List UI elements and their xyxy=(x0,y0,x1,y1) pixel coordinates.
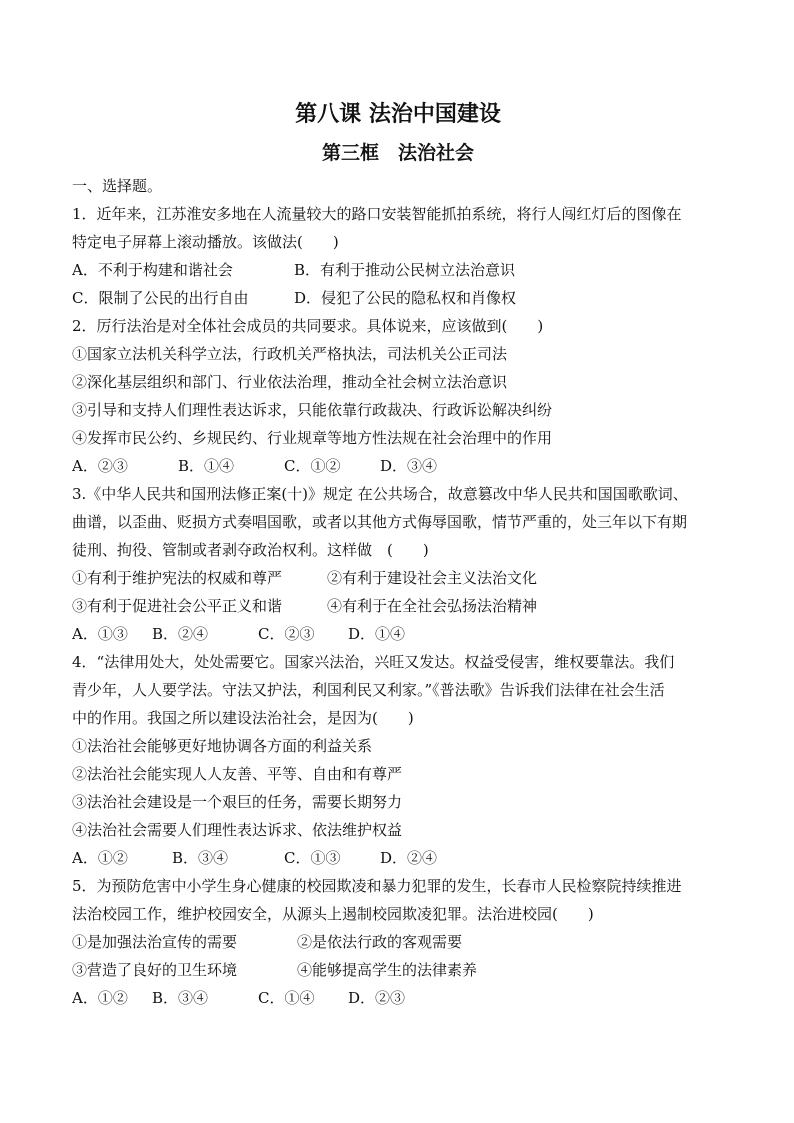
question-3 xyxy=(72,480,724,648)
answer-option[interactable]: A．不利于构建和谐社会 xyxy=(72,261,233,279)
answer-option[interactable]: A．①② xyxy=(72,849,128,867)
answer-option[interactable]: B．①④ xyxy=(178,457,235,475)
option-row xyxy=(72,844,724,872)
question-stem-line: 法治校园工作，维护校园安全，从源头上遏制校园欺凌犯罪。法治进校园( ) xyxy=(72,905,594,923)
option-row xyxy=(72,256,724,284)
answer-option[interactable]: D．①④ xyxy=(348,625,406,643)
statement-item: ①国家立法机关科学立法，行政机关严格执法，司法机关公正司法 xyxy=(72,345,508,363)
section-heading: 一、选择题。 xyxy=(72,177,163,195)
answer-option[interactable]: C．限制了公民的出行自由 xyxy=(72,289,249,307)
question-2 xyxy=(72,312,724,480)
statement-item: ③法治社会建设是一个艰巨的任务，需要长期努力 xyxy=(72,793,403,811)
question-stem-line: 徒刑、拘役、管制或者剥夺政治权利。这样做 ( ) xyxy=(72,541,429,559)
page-subtitle: 第三框 法治社会 xyxy=(321,142,474,164)
question-stem-line: 5．为预防危害中小学生身心健康的校园欺凌和暴力犯罪的发生，长春市人民检察院持续推进 xyxy=(72,877,682,895)
statement-item: ③引导和支持人们理性表达诉求，只能依靠行政裁决、行政诉讼解决纠纷 xyxy=(72,401,553,419)
statement-item: ③有利于促进社会公平正义和谐 ④有利于在全社会弘扬法治精神 xyxy=(72,597,538,615)
statement-item: ③营造了良好的卫生环境 ④能够提高学生的法律素养 xyxy=(72,961,478,979)
document-page xyxy=(72,96,724,1012)
question-stem-line: 3.《中华人民共和国刑法修正案(十)》规定 在公共场合，故意篡改中华人民共和国国歌歌词、 xyxy=(72,485,688,503)
option-row xyxy=(72,984,724,1012)
question-list xyxy=(72,200,724,1012)
option-row xyxy=(72,620,724,648)
answer-option[interactable]: C．①③ xyxy=(284,849,341,867)
answer-option[interactable]: D．②④ xyxy=(380,849,438,867)
answer-option[interactable]: D．侵犯了公民的隐私权和肖像权 xyxy=(294,289,517,307)
statement-item: ①是加强法治宣传的需要 ②是依法行政的客观需要 xyxy=(72,933,463,951)
question-stem-line: 曲谱，以歪曲、贬损方式奏唱国歌，或者以其他方式侮辱国歌，情节严重的，处三年以下有期 xyxy=(72,513,688,531)
question-4 xyxy=(72,648,724,872)
question-stem-line: 中的作用。我国之所以建设法治社会，是因为( ) xyxy=(72,709,414,727)
answer-option[interactable]: A．①② xyxy=(72,989,128,1007)
question-stem-line: 青少年，人人要学法。守法又护法，利国利民又利家。”《普法歌》告诉我们法律在社会生活 xyxy=(72,681,665,699)
statement-item: ②深化基层组织和部门、行业依法治理，推动全社会树立法治意识 xyxy=(72,373,508,391)
statement-item: ①有利于维护宪法的权威和尊严 ②有利于建设社会主义法治文化 xyxy=(72,569,538,587)
answer-option[interactable]: A．②③ xyxy=(72,457,128,475)
answer-option[interactable]: A．①③ xyxy=(72,625,128,643)
statement-item: ④发挥市民公约、乡规民约、行业规章等地方性法规在社会治理中的作用 xyxy=(72,429,553,447)
statement-item: ④法治社会需要人们理性表达诉求、依法维护权益 xyxy=(72,821,403,839)
question-stem-line: 1．近年来，江苏淮安多地在人流量较大的路口安装智能抓拍系统，将行人闯红灯后的图像在 xyxy=(72,205,682,223)
answer-option[interactable]: B．③④ xyxy=(172,849,229,867)
answer-option[interactable]: D．③④ xyxy=(380,457,438,475)
question-5 xyxy=(72,872,724,1012)
page-title: 第八课 法治中国建设 xyxy=(295,101,501,127)
answer-option[interactable]: B．②④ xyxy=(152,625,209,643)
question-stem-line: 4．“法律用处大，处处需要它。国家兴法治，兴旺又发达。权益受侵害，维权要靠法。我们 xyxy=(72,653,675,671)
question-1 xyxy=(72,200,724,312)
answer-option[interactable]: C．①② xyxy=(284,457,341,475)
answer-option[interactable]: D．②③ xyxy=(348,989,406,1007)
option-row xyxy=(72,452,724,480)
question-stem-line: 2．厉行法治是对全体社会成员的共同要求。具体说来，应该做到( ) xyxy=(72,317,544,335)
question-stem-line: 特定电子屏幕上滚动播放。该做法( ) xyxy=(72,233,339,251)
statement-item: ①法治社会能够更好地协调各方面的利益关系 xyxy=(72,737,373,755)
option-row xyxy=(72,284,724,312)
answer-option[interactable]: C．①④ xyxy=(258,989,315,1007)
statement-item: ②法治社会能实现人人友善、平等、自由和有尊严 xyxy=(72,765,403,783)
answer-option[interactable]: C．②③ xyxy=(258,625,315,643)
answer-option[interactable]: B．③④ xyxy=(152,989,209,1007)
answer-option[interactable]: B．有利于推动公民树立法治意识 xyxy=(294,261,516,279)
